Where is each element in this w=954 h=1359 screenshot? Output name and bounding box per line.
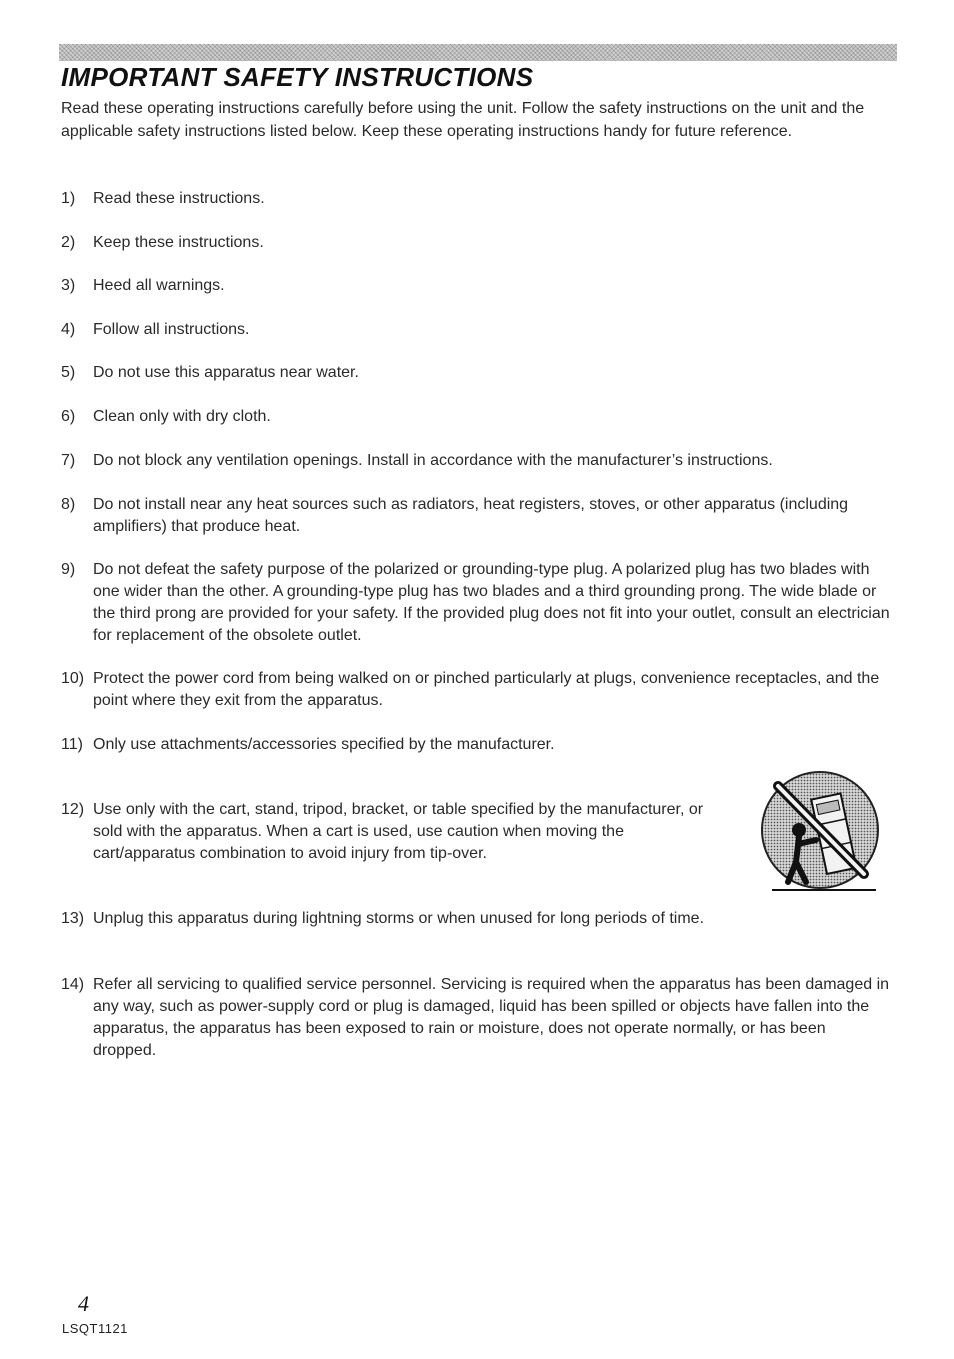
- item-text: Unplug this apparatus during lightning storms or when unused for long periods of time.: [93, 910, 705, 927]
- instruction-item-8: [61, 494, 891, 538]
- document-code: LSQT1121: [62, 1321, 128, 1336]
- instruction-item-9: [61, 559, 891, 647]
- instruction-item-3: [61, 275, 891, 297]
- item-number: 3): [61, 277, 76, 294]
- item-text: Only use attachments/accessories specified by the manufacturer.: [93, 736, 555, 753]
- item-text: Refer all servicing to qualified service personnel. Servicing is required when the apparatus has been damaged in any way, such as power-supply cord or plug is damaged, liquid has been spilled or objects have fallen into the apparatus, the apparatus has been exposed to rain or moisture, does not operate normally, or has been dropped.: [93, 976, 890, 1059]
- item-number: 13): [61, 910, 85, 927]
- instruction-item-2: [61, 232, 891, 254]
- instruction-item-4: [61, 319, 891, 341]
- item-number: 4): [61, 321, 76, 338]
- instruction-item-14: [61, 974, 891, 1062]
- header-pattern-band: [59, 44, 897, 61]
- intro-paragraph: Read these operating instructions carefully before using the unit. Follow the safety instructions on the unit and the applicable safety instructions listed below. Keep these operating instructions handy for future reference.: [61, 100, 865, 140]
- page-number: 4: [78, 1291, 89, 1316]
- item-text: Do not defeat the safety purpose of the polarized or grounding-type plug. A polarized plug has two blades with one wider than the other. A grounding-type plug has two blades and a third grounding prong. The wide blade or the third prong are provided for your safety. If the provided plug does not fit into your outlet, consult an electrician for replacement of the obsolete outlet.: [93, 561, 890, 644]
- item-text: Clean only with dry cloth.: [93, 408, 271, 425]
- page-title: IMPORTANT SAFETY INSTRUCTIONS: [61, 62, 534, 92]
- item-number: 10): [61, 670, 85, 687]
- instruction-item-1: [61, 188, 891, 210]
- instruction-item-5: [61, 362, 891, 384]
- instruction-item-11: [61, 734, 891, 756]
- item-text: Use only with the cart, stand, tripod, bracket, or table specified by the manufacturer, or sold with the apparatus. When a cart is used, use caution when moving the cart/apparatus combination to avoid injury from tip-over.: [93, 801, 704, 862]
- item-number: 11): [61, 736, 83, 753]
- instruction-item-7: [61, 450, 891, 472]
- instruction-item-10: [61, 668, 891, 712]
- item-number: 5): [61, 364, 76, 381]
- item-number: 8): [61, 496, 76, 513]
- item-text: Heed all warnings.: [93, 277, 225, 294]
- instruction-item-13: [61, 908, 741, 930]
- item-text: Do not use this apparatus near water.: [93, 364, 359, 381]
- item-text: Follow all instructions.: [93, 321, 250, 338]
- item-text: Do not install near any heat sources such as radiators, heat registers, stoves, or other apparatus (including amplifiers) that produce heat.: [93, 496, 849, 535]
- item-text: Read these instructions.: [93, 190, 265, 207]
- item-number: 1): [61, 190, 76, 207]
- item-number: 14): [61, 976, 85, 993]
- instruction-item-12: [61, 799, 711, 865]
- item-text: Do not block any ventilation openings. Install in accordance with the manufacturer’s instructions.: [93, 452, 773, 469]
- item-number: 9): [61, 561, 76, 578]
- item-number: 12): [61, 801, 85, 818]
- item-number: 2): [61, 234, 76, 251]
- item-text: Protect the power cord from being walked on or pinched particularly at plugs, convenience receptacles, and the point where they exit from the apparatus.: [93, 670, 880, 709]
- cart-tip-over-warning-icon: [752, 770, 882, 898]
- item-number: 6): [61, 408, 76, 425]
- instruction-item-6: [61, 406, 891, 428]
- item-number: 7): [61, 452, 76, 469]
- item-text: Keep these instructions.: [93, 234, 264, 251]
